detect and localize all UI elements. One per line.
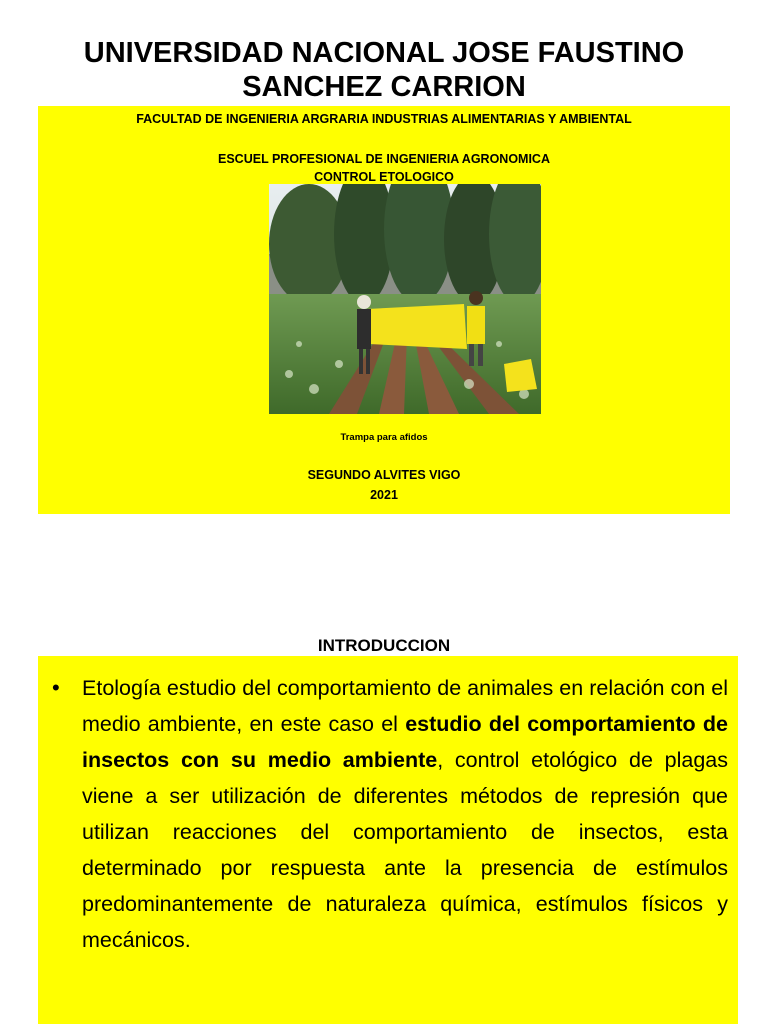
intro-text-part-2: , control etológico de plagas viene a ser utilización de diferentes métodos de represión que utilizan reacciones del comportamiento de insectos, esta determinado por respuesta ante la presencia de estímulos predominantemente de naturaleza química, estímulos físicos y mecánicos. — [82, 748, 728, 952]
intro-text-bold: estudio del comportamiento de insectos con su medio ambiente — [82, 712, 728, 772]
intro-text-part-1: Etología estudio del comportamiento de animales en relación con el medio ambiente, en este caso el — [82, 676, 728, 736]
bullet-item — [52, 670, 728, 958]
title-line-1: UNIVERSIDAD NACIONAL JOSE FAUSTINO — [83, 37, 685, 69]
intro-heading: INTRODUCCION — [317, 636, 451, 655]
cover-slide — [38, 106, 730, 514]
faculty-name: FACULTAD DE INGENIERIA ARGRARIA INDUSTRIAS ALIMENTARIAS Y AMBIENTAL — [136, 112, 632, 126]
year: 2021 — [370, 488, 398, 502]
school-name: ESCUEL PROFESIONAL DE INGENIERIA AGRONOMICA — [218, 152, 550, 166]
intro-slide — [38, 656, 738, 1024]
author-name: SEGUNDO ALVITES VIGO — [307, 468, 461, 482]
document-title — [0, 36, 768, 104]
course-name: CONTROL ETOLOGICO — [314, 170, 454, 184]
aphid-trap-photo — [269, 184, 541, 414]
photo-caption: Trampa para afidos — [340, 432, 428, 443]
bullet-marker: • — [52, 675, 60, 700]
title-line-2: SANCHEZ CARRION — [242, 71, 526, 103]
intro-paragraph — [82, 670, 728, 958]
